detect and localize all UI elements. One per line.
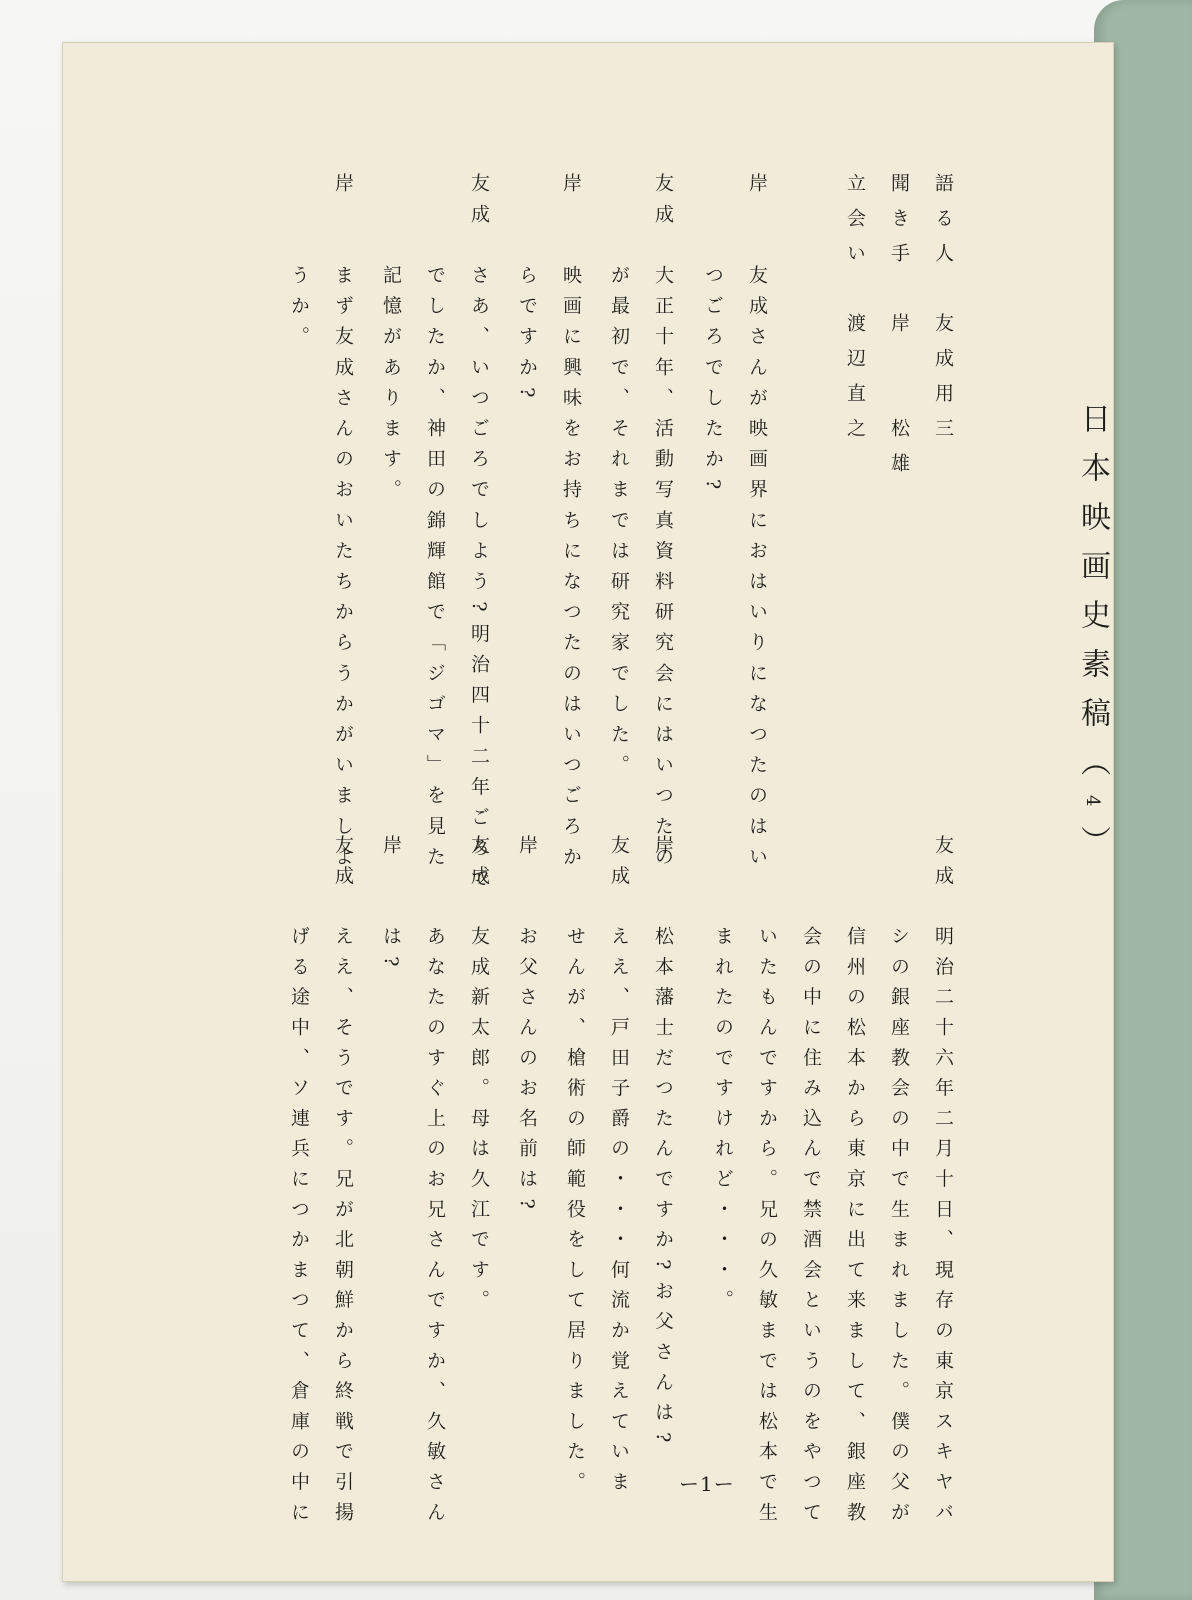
issue-number: 4 — [1082, 795, 1103, 826]
dialogue-column: まれたのですけれど・・・。 — [712, 835, 734, 1320]
speaker-line-narrator: 語る人 友成用三 — [932, 173, 954, 453]
dialogue-column: 岸 映画に興味をお持ちになつたのはいつごろか — [560, 173, 582, 877]
dialogue-column: 友成 ええ、戸田子爵の・・・何流か覚えていま — [608, 835, 630, 1502]
dialogue-column: 岸 松本藩士だつたんですか?お父さんは? — [652, 835, 674, 1454]
dialogue-column: あなたのすぐ上のお兄さんですか、久敏さん — [424, 835, 446, 1532]
dialogue-column: 会の中に住み込んで禁酒会というのをやつて — [800, 835, 822, 1532]
dialogue-column: 岸 は? — [380, 835, 402, 978]
page-number: ー1ー — [679, 1472, 735, 1496]
dialogue-column: いたもんですから。兄の久敏までは松本で生 — [756, 835, 778, 1532]
dialogue-column: 友成 さあ、いつごろでしよう?明治四十二年ごろで — [468, 173, 490, 899]
dialogue-column: 友成 明治二十六年二月十日、現存の東京スキヤバ — [932, 835, 954, 1532]
dialogue-column: うか。 — [288, 173, 310, 357]
dialogue-column: 友成 ええ、そうです。兄が北朝鮮から終戦で引揚 — [332, 835, 354, 1532]
dialogue-column: 友成 大正十年、活動写真資料研究会にはいつたの — [652, 173, 674, 877]
dialogue-column: 友成 友成新太郎。母は久江です。 — [468, 835, 490, 1320]
dialogue-column: 岸 友成さんが映画界におはいりになつたのはい — [746, 173, 768, 877]
dialogue-column: つごろでしたか? — [702, 173, 724, 501]
dialogue-column: 岸 お父さんのお名前は? — [516, 835, 538, 1221]
dialogue-column: シの銀座教会の中で生まれました。僕の父が — [888, 835, 910, 1532]
document-title: 日本映画史素稿（4） — [1075, 403, 1110, 875]
dialogue-column: でしたか、神田の錦輝館で「ジゴマ」を見た — [424, 173, 446, 877]
dialogue-column: せんが、槍術の師範役をして居りました。 — [564, 835, 586, 1502]
dialogue-column: 岸 まず友成さんのおいたちからうかがいましよ — [332, 173, 354, 877]
dialogue-column: らですか? — [516, 173, 538, 409]
speaker-line-attendee: 立会い 渡辺直之 — [844, 173, 866, 453]
title-text: 日本映画史素稿 — [1075, 403, 1110, 746]
document-page — [62, 42, 1114, 1582]
dialogue-column: 信州の松本から東京に出て来まして、銀座教 — [844, 835, 866, 1532]
dialogue-column: が最初で、それまでは研究家でした。 — [608, 173, 630, 785]
speaker-line-interviewer: 聞き手 岸 松雄 — [888, 173, 910, 488]
dialogue-column: 記憶があります。 — [380, 173, 402, 510]
dialogue-column: げる途中、ソ連兵につかまつて、倉庫の中に — [288, 835, 310, 1532]
